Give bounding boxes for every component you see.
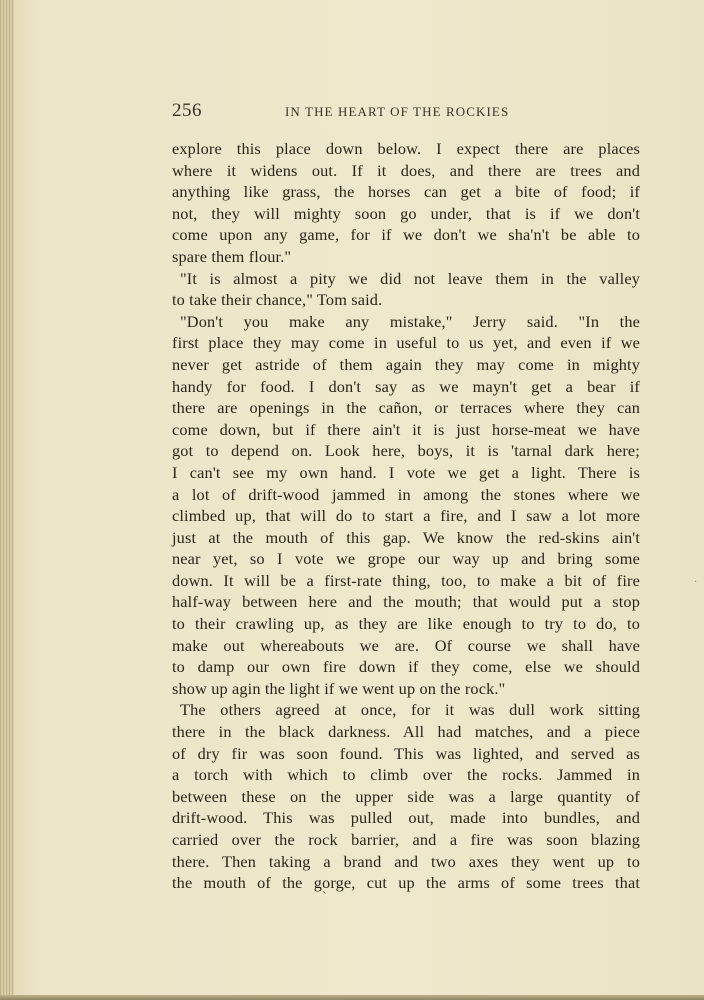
- text-line: the mouth of the gorge, cut up the arms of some trees that: [172, 873, 640, 893]
- text-line: spare them flour.": [172, 246, 292, 266]
- text-line: show up agin the light if we went up on the rock.": [172, 678, 506, 698]
- text-line: not, they will mighty soon go under, that is if we don't: [172, 203, 640, 223]
- text-line: drift-wood. This was pulled out, made into bundles, and: [172, 808, 640, 828]
- text-line: explore this place down below. I expect there are places: [172, 139, 640, 158]
- text-line: there are openings in the cañon, or terraces where they can: [172, 398, 640, 418]
- text-line: The others agreed at once, for it was dull work sitting: [180, 700, 640, 720]
- text-line: come upon any game, for if we don't we sha'n't be able to: [172, 225, 640, 245]
- text-line: climbed up, that will do to start a fire, and I saw a lot more: [172, 506, 640, 526]
- text-line: to damp our own fire down if they come, else we should: [172, 657, 640, 677]
- text-line: "Don't you make any mistake," Jerry said. "In the: [180, 311, 640, 331]
- text-line: make out whereabouts we are. Of course we shall have: [172, 635, 640, 655]
- text-line: where it widens out. If it does, and there are trees and: [172, 160, 640, 180]
- text-line: of dry fir was soon found. This was lighted, and served as: [172, 743, 640, 763]
- page-header: [172, 100, 640, 124]
- text-line: I can't see my own hand. I vote we get a light. There is: [172, 462, 640, 482]
- text-line: handy for food. I don't say as we mayn't get a bear if: [172, 376, 640, 396]
- text-line: just at the mouth of this gap. We know the red-skins ain't: [172, 527, 640, 547]
- text-line: a lot of drift-wood jammed in among the stones where we: [172, 484, 640, 504]
- text-line: there in the black darkness. All had matches, and a piece: [172, 722, 640, 742]
- margin-mark: ·: [694, 577, 698, 588]
- text-line: anything like grass, the horses can get a bite of food; if: [172, 182, 640, 202]
- text-line: half-way between here and the mouth; that would put a stop: [172, 592, 640, 612]
- text-line: near yet, so I vote we grope our way up and bring some: [172, 549, 640, 569]
- text-line: between these on the upper side was a large quantity of: [172, 786, 640, 806]
- text-line: to their crawling up, as they are like enough to try to do, to: [172, 614, 640, 634]
- text-line: come down, but if there ain't it is just horse-meat we have: [172, 419, 640, 439]
- text-line: "It is almost a pity we did not leave them in the valley: [180, 268, 640, 288]
- text-line: carried over the rock barrier, and a fire was soon blazing: [172, 830, 640, 849]
- text-line: got to depend on. Look here, boys, it is 'tarnal dark here;: [172, 441, 640, 461]
- text-line: first place they may come in useful to us yet, and even if we: [172, 333, 640, 353]
- text-line: a torch with which to climb over the rocks. Jammed in: [172, 765, 640, 785]
- printer-mark: ˋ: [322, 890, 327, 905]
- body-text: [172, 138, 640, 894]
- text-line: to take their chance," Tom said.: [172, 290, 383, 310]
- book-spine-edge: [0, 0, 14, 1000]
- page-number: 256: [172, 100, 202, 121]
- text-line: there. Then taking a brand and two axes they went up to: [172, 851, 640, 871]
- page-bottom-edge: [0, 995, 704, 1000]
- text-line: never get astride of them again they may come in mighty: [172, 354, 640, 374]
- text-line: down. It will be a first-rate thing, too, to make a bit of fire: [172, 570, 640, 590]
- running-head: IN THE HEART OF THE ROCKIES: [285, 104, 510, 119]
